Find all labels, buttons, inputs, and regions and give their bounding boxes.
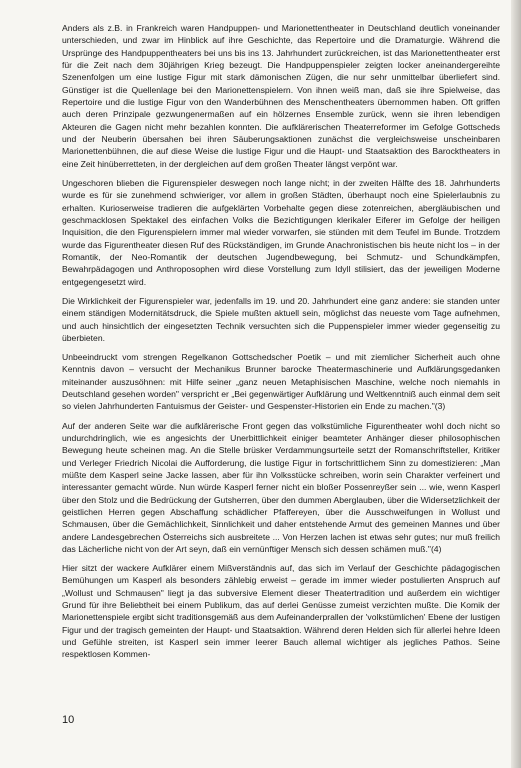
paragraph: Unbeeindruckt vom strengen Regelkanon Gottschedscher Poetik – und mit ziemlicher Sicherheit auch ohne Kenntnis davon – versucht der Mechanikus Brunner barocke Theatermaschinerie und Aufklärungsgedanken miteinander auszusöhnen: mit Hilfe seiner „ganz neuen Metaphisischen Maschine, welche noch niemahls in Deutschland gesehen worden" verspricht er „Bei gegenwärtiger Aufklärung und Weltkenntniß auch einmal dem seit so vielen Jahrhunderten Fantuismus der Geister- und Gespenster-Historien ein Ende zu machen."(3) <box>62 351 500 412</box>
paragraph: Auf der anderen Seite war die aufklärerische Front gegen das volkstümliche Figurentheater wohl doch nicht so undurchdringlich, wie es angesichts der Unerbittlichkeit einiger beamteter Anhänger dieser philosophischen Bewegung heute scheinen mag. An die Stelle brüsker Verdammungsurteile setzt der Romanschriftsteller, Kritiker und Verleger Friedrich Nicolai die Aufforderung, die lustige Figur in fortschrittlichem Sinn zu domestizieren: „Man müßte dem Kasperl seine Jacke lassen, aber für ihn Volksstücke schreiben, worin sein Charakter verfeinert und interessanter gemacht würde. Nun würde Kasperl ferner nicht ein bloßer Possenreyßer sein ... wie, wenn Kasperl über den Stolz und die Bedrückung der Gutsherren, über den dummen Aberglauben, über die Widersetzlichkeit der geistlichen Herren gegen Abschaffung schädlicher Pfaffereyen, über die Ausschweifungen in Wollust und Schmausen, über die Gemächlichkeit, Sinnlichkeit und daher entstehende Armut des gemeinen Mannes und über andere Landesgebrechen Österreichs sich ausbreitete ... Von Herzen lachen ist etwas sehr gutes; nur muß freilich das Lächerliche nicht von der Art seyn, daß ein vernünftiger Mensch sich dessen schämen muß."(4) <box>62 420 500 554</box>
paragraph: Hier sitzt der wackere Aufklärer einem Mißverständnis auf, das sich im Verlauf der Geschichte pädagogischen Bemühungen um Kasperl als besonders zählebig erweist – gerade im immer wieder postulierten Anspruch auf „Wollust und Schmausen" liegt ja das subversive Element dieser Theatertradition und außerdem ein wichtiger Grund für ihre Beliebtheit bei einem Publikum, das auf derlei Genüsse zumeist verzichten mußte. Die Komik der Marionettenspiele ergibt sicht traditionsgemäß aus dem Aufeinanderprallen der 'volkstümlichen' Ebene der lustigen Figur und der tragisch gemeinten der Haupt- und Staatsaktion. Während deren Helden sich für allerlei hehre Ideen und Gefühle streiten, ist Kasperl sein immer leerer Bauch allemal wichtiger als jegliches Pathos. Seine respektlosen Kommen- <box>62 563 500 660</box>
paragraph: Anders als z.B. in Frankreich waren Handpuppen- und Marionettentheater in Deutschland deutlich voneinander unterschieden, und zwar im Hinblick auf ihre Geschichte, das Repertoire und die Dramaturgie. Während die Ursprünge des Handpuppentheaters bei uns bis ins 13. Jahrhundert zurückreichen, ist das Marionettentheater erst für die Zeit nach dem 30jährigen Krieg bezeugt. Die Handpuppenspieler zeigten locker aneinandergereihte Szenenfolgen um eine lustige Figur mit stark dämonischen Zügen, die nur sehr unmittelbar überliefert sind. Günstiger ist die Quellenlage bei den Marionettenspielern. Von ihnen weiß man, daß sie ihre Spielweise, das Repertoire und die lustige Figur von den Wanderbühnen des Menschentheaters übernommen haben. Oft griffen auch deren Prinzipale gezwungenermaßen auf ein hölzernes Ensemble zurück, wenn sie ihren lebendigen Akteuren die Gagen nicht mehr bezahlen konnten. Die aufklärerischen Theaterreformer im Gefolge Gottscheds und der Neuberin übersahen bei ihren Säuberungsaktionen zunächst die vergleichsweise unscheinbaren Marionettenbühnen, die auf diese Weise die lustige Figur und die Haupt- und Staatsaktion des Barocktheaters in eine Zeit hinüberretteten, in der dergleichen auf dem großen Theater längst verpönt war. <box>62 23 500 169</box>
paragraph: Die Wirklichkeit der Figurenspieler war, jedenfalls im 19. und 20. Jahrhundert eine ganz andere: sie standen unter einem ständigen Modernitätsdruck, die Spiele mußten aktuell sein, möglichst das neueste vom Tage aufnehmen, und auch hinsichtlich der eingesetzten Technik versuchten sich die Puppenspieler immer wieder gegenseitig zu überbieten. <box>62 295 500 343</box>
body-text <box>62 22 500 668</box>
paragraph: Ungeschoren blieben die Figurenspieler deswegen noch lange nicht; in der zweiten Hälfte des 18. Jahrhunderts wurde es für sie zunehmend schwieriger, vor allem in großen Städten, überhaupt noch eine Spielerlaubnis zu erhalten. Kurioserweise tradieren die aufgeklärten Vorbehalte gegen diese zotenreichen, abergläubischen und geschmacklosen Spektakel des einfachen Volks die Bezichtigungen klerikaler Eiferer im Gefolge der heiligen Inquisition, die den Figurenspielern immer mal wieder vorwarfen, sie stünden mit dem Teufel im Bunde. Trotzdem wurde das Figurentheater diesen Ruf des Rückständigen, im Grunde Anachronistischen bis heute nicht los – in der Romantik, der Neo-Romantik der deutschen Jugendbewegung, bei Schmutz- und Schundkämpfen, Bewahrpädagogen und Anthroposophen wird diese Vorstellung zum Idyll stilisiert, das der jeweiligen Moderne entgegengesetzt wird. <box>62 177 500 287</box>
page-edge-shadow <box>511 0 521 768</box>
page-number: 10 <box>62 714 75 726</box>
